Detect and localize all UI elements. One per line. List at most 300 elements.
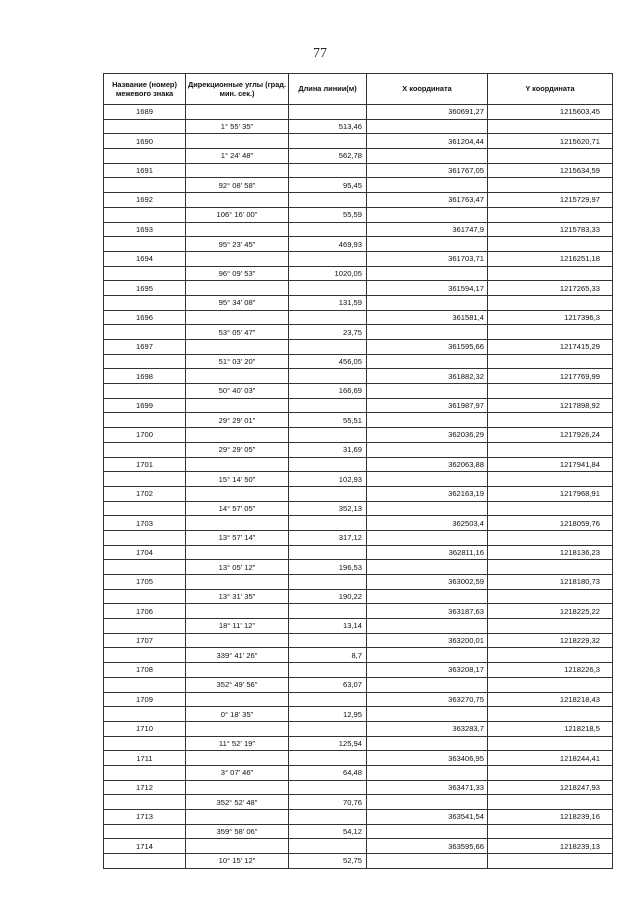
table-row-point xyxy=(104,663,613,678)
empty-cell xyxy=(488,854,613,869)
empty-cell xyxy=(186,105,289,120)
y-coordinate: 1218239,13 xyxy=(488,839,613,854)
point-name: 1702 xyxy=(104,486,186,501)
empty-cell xyxy=(367,501,488,516)
line-length: 469,93 xyxy=(289,237,367,252)
table-row-point xyxy=(104,633,613,648)
x-coordinate: 361581,4 xyxy=(367,310,488,325)
empty-cell xyxy=(367,119,488,134)
y-coordinate: 1217415,29 xyxy=(488,340,613,355)
table-row-segment xyxy=(104,384,613,399)
empty-cell xyxy=(488,648,613,663)
empty-cell xyxy=(289,340,367,355)
y-coordinate: 1218226,3 xyxy=(488,663,613,678)
header-angle: Дирекционные углы (град. мин. сек.) xyxy=(186,74,289,105)
empty-cell xyxy=(289,721,367,736)
table-row-segment xyxy=(104,707,613,722)
y-coordinate: 1218218,43 xyxy=(488,692,613,707)
table-row-point xyxy=(104,428,613,443)
x-coordinate: 363002,59 xyxy=(367,575,488,590)
line-length: 52,75 xyxy=(289,854,367,869)
empty-cell xyxy=(186,457,289,472)
y-coordinate: 1218059,76 xyxy=(488,516,613,531)
x-coordinate: 361882,32 xyxy=(367,369,488,384)
empty-cell xyxy=(104,707,186,722)
empty-cell xyxy=(488,824,613,839)
x-coordinate: 363283,7 xyxy=(367,721,488,736)
empty-cell xyxy=(488,765,613,780)
empty-cell xyxy=(289,281,367,296)
empty-cell xyxy=(289,310,367,325)
line-length: 125,94 xyxy=(289,736,367,751)
empty-cell xyxy=(367,648,488,663)
x-coordinate: 363208,17 xyxy=(367,663,488,678)
empty-cell xyxy=(104,619,186,634)
table-row-segment xyxy=(104,795,613,810)
direction-angle: 18° 11' 12" xyxy=(186,619,289,634)
x-coordinate: 362811,16 xyxy=(367,545,488,560)
line-length: 352,13 xyxy=(289,501,367,516)
point-name: 1690 xyxy=(104,134,186,149)
direction-angle: 13° 57' 14" xyxy=(186,530,289,545)
empty-cell xyxy=(367,266,488,281)
line-length: 562,78 xyxy=(289,149,367,164)
y-coordinate: 1215634,59 xyxy=(488,163,613,178)
empty-cell xyxy=(186,369,289,384)
point-name: 1700 xyxy=(104,428,186,443)
x-coordinate: 361595,66 xyxy=(367,340,488,355)
line-length: 166,69 xyxy=(289,384,367,399)
direction-angle: 92° 08' 58" xyxy=(186,178,289,193)
header-length: Длина линии(м) xyxy=(289,74,367,105)
table-row-point xyxy=(104,810,613,825)
direction-angle: 53° 05' 47" xyxy=(186,325,289,340)
point-name: 1706 xyxy=(104,604,186,619)
x-coordinate: 362036,29 xyxy=(367,428,488,443)
line-length: 317,12 xyxy=(289,530,367,545)
empty-cell xyxy=(186,428,289,443)
empty-cell xyxy=(186,251,289,266)
empty-cell xyxy=(289,105,367,120)
empty-cell xyxy=(367,384,488,399)
empty-cell xyxy=(186,633,289,648)
empty-cell xyxy=(367,237,488,252)
table-row-point xyxy=(104,604,613,619)
empty-cell xyxy=(104,325,186,340)
table-row-point xyxy=(104,545,613,560)
empty-cell xyxy=(289,193,367,208)
empty-cell xyxy=(367,854,488,869)
table-row-segment xyxy=(104,589,613,604)
table-row-point xyxy=(104,281,613,296)
empty-cell xyxy=(104,854,186,869)
table-row-segment xyxy=(104,560,613,575)
table-row-segment xyxy=(104,501,613,516)
x-coordinate: 363406,95 xyxy=(367,751,488,766)
point-name: 1704 xyxy=(104,545,186,560)
table-row-point xyxy=(104,575,613,590)
empty-cell xyxy=(104,178,186,193)
table-row-segment xyxy=(104,824,613,839)
point-name: 1714 xyxy=(104,839,186,854)
empty-cell xyxy=(289,575,367,590)
empty-cell xyxy=(104,560,186,575)
point-name: 1712 xyxy=(104,780,186,795)
header-name: Название (номер) межевого знака xyxy=(104,74,186,105)
empty-cell xyxy=(488,325,613,340)
table-row-segment xyxy=(104,237,613,252)
line-length: 513,46 xyxy=(289,119,367,134)
empty-cell xyxy=(367,765,488,780)
empty-cell xyxy=(104,589,186,604)
boundary-points-table xyxy=(103,73,613,869)
table-row-point xyxy=(104,486,613,501)
y-coordinate: 1215603,45 xyxy=(488,105,613,120)
empty-cell xyxy=(289,810,367,825)
empty-cell xyxy=(289,663,367,678)
point-name: 1707 xyxy=(104,633,186,648)
empty-cell xyxy=(186,575,289,590)
empty-cell xyxy=(488,619,613,634)
empty-cell xyxy=(104,648,186,663)
empty-cell xyxy=(488,501,613,516)
empty-cell xyxy=(186,222,289,237)
empty-cell xyxy=(367,207,488,222)
empty-cell xyxy=(488,295,613,310)
empty-cell xyxy=(104,266,186,281)
empty-cell xyxy=(104,736,186,751)
empty-cell xyxy=(104,413,186,428)
point-name: 1698 xyxy=(104,369,186,384)
empty-cell xyxy=(367,707,488,722)
x-coordinate: 361767,05 xyxy=(367,163,488,178)
x-coordinate: 363541,54 xyxy=(367,810,488,825)
empty-cell xyxy=(488,207,613,222)
empty-cell xyxy=(289,222,367,237)
table-row-segment xyxy=(104,325,613,340)
table-row-segment xyxy=(104,119,613,134)
direction-angle: 352° 52' 48" xyxy=(186,795,289,810)
line-length: 23,75 xyxy=(289,325,367,340)
point-name: 1695 xyxy=(104,281,186,296)
line-length: 55,51 xyxy=(289,413,367,428)
empty-cell xyxy=(488,384,613,399)
table-row-point xyxy=(104,369,613,384)
empty-cell xyxy=(104,354,186,369)
empty-cell xyxy=(367,472,488,487)
empty-cell xyxy=(104,207,186,222)
direction-angle: 50° 40' 03" xyxy=(186,384,289,399)
line-length: 70,76 xyxy=(289,795,367,810)
empty-cell xyxy=(488,795,613,810)
y-coordinate: 1215783,33 xyxy=(488,222,613,237)
line-length: 1020,05 xyxy=(289,266,367,281)
empty-cell xyxy=(488,178,613,193)
table-row-point xyxy=(104,751,613,766)
point-name: 1713 xyxy=(104,810,186,825)
table-row-point xyxy=(104,721,613,736)
y-coordinate: 1217941,84 xyxy=(488,457,613,472)
direction-angle: 51° 03' 20" xyxy=(186,354,289,369)
point-name: 1711 xyxy=(104,751,186,766)
direction-angle: 29° 29' 05" xyxy=(186,442,289,457)
x-coordinate: 360691,27 xyxy=(367,105,488,120)
empty-cell xyxy=(488,413,613,428)
point-name: 1710 xyxy=(104,721,186,736)
empty-cell xyxy=(289,516,367,531)
empty-cell xyxy=(488,530,613,545)
empty-cell xyxy=(367,530,488,545)
empty-cell xyxy=(186,663,289,678)
line-length: 13,14 xyxy=(289,619,367,634)
y-coordinate: 1218244,41 xyxy=(488,751,613,766)
empty-cell xyxy=(104,237,186,252)
empty-cell xyxy=(289,633,367,648)
table-row-segment xyxy=(104,178,613,193)
empty-cell xyxy=(104,442,186,457)
empty-cell xyxy=(186,839,289,854)
empty-cell xyxy=(104,824,186,839)
empty-cell xyxy=(488,119,613,134)
direction-angle: 13° 31' 35" xyxy=(186,589,289,604)
table-row-point xyxy=(104,163,613,178)
empty-cell xyxy=(289,369,367,384)
empty-cell xyxy=(367,677,488,692)
x-coordinate: 363200,01 xyxy=(367,633,488,648)
empty-cell xyxy=(104,795,186,810)
point-name: 1693 xyxy=(104,222,186,237)
x-coordinate: 363595,66 xyxy=(367,839,488,854)
empty-cell xyxy=(186,516,289,531)
empty-cell xyxy=(186,281,289,296)
direction-angle: 14° 57' 05" xyxy=(186,501,289,516)
empty-cell xyxy=(186,310,289,325)
direction-angle: 352° 49' 56" xyxy=(186,677,289,692)
empty-cell xyxy=(104,677,186,692)
empty-cell xyxy=(488,237,613,252)
y-coordinate: 1218229,32 xyxy=(488,633,613,648)
empty-cell xyxy=(488,677,613,692)
empty-cell xyxy=(186,780,289,795)
empty-cell xyxy=(488,589,613,604)
header-y: Y координата xyxy=(488,74,613,105)
table-row-segment xyxy=(104,295,613,310)
empty-cell xyxy=(367,795,488,810)
x-coordinate: 362163,19 xyxy=(367,486,488,501)
y-coordinate: 1218247,93 xyxy=(488,780,613,795)
line-length: 8,7 xyxy=(289,648,367,663)
y-coordinate: 1217769,99 xyxy=(488,369,613,384)
direction-angle: 1° 24' 48" xyxy=(186,149,289,164)
empty-cell xyxy=(104,501,186,516)
table-row-segment xyxy=(104,619,613,634)
empty-cell xyxy=(186,398,289,413)
line-length: 95,45 xyxy=(289,178,367,193)
point-name: 1701 xyxy=(104,457,186,472)
empty-cell xyxy=(488,442,613,457)
table-row-point xyxy=(104,105,613,120)
empty-cell xyxy=(367,736,488,751)
table-row-segment xyxy=(104,442,613,457)
line-length: 31,69 xyxy=(289,442,367,457)
x-coordinate: 361763,47 xyxy=(367,193,488,208)
empty-cell xyxy=(367,824,488,839)
page-number: 77 xyxy=(313,46,327,61)
table-row-segment xyxy=(104,854,613,869)
point-name: 1694 xyxy=(104,251,186,266)
y-coordinate: 1215729,97 xyxy=(488,193,613,208)
x-coordinate: 361204,44 xyxy=(367,134,488,149)
empty-cell xyxy=(289,486,367,501)
empty-cell xyxy=(367,589,488,604)
point-name: 1699 xyxy=(104,398,186,413)
empty-cell xyxy=(488,736,613,751)
empty-cell xyxy=(488,707,613,722)
empty-cell xyxy=(289,751,367,766)
table-row-point xyxy=(104,193,613,208)
empty-cell xyxy=(104,119,186,134)
empty-cell xyxy=(104,530,186,545)
direction-angle: 15° 14' 50" xyxy=(186,472,289,487)
direction-angle: 13° 05' 12" xyxy=(186,560,289,575)
point-name: 1696 xyxy=(104,310,186,325)
y-coordinate: 1217968,91 xyxy=(488,486,613,501)
point-name: 1708 xyxy=(104,663,186,678)
empty-cell xyxy=(104,295,186,310)
table-row-segment xyxy=(104,472,613,487)
table-row-point xyxy=(104,310,613,325)
y-coordinate: 1218218,5 xyxy=(488,721,613,736)
y-coordinate: 1218239,16 xyxy=(488,810,613,825)
y-coordinate: 1218225,22 xyxy=(488,604,613,619)
table-row-point xyxy=(104,251,613,266)
point-name: 1703 xyxy=(104,516,186,531)
empty-cell xyxy=(289,839,367,854)
empty-cell xyxy=(186,604,289,619)
x-coordinate: 363471,33 xyxy=(367,780,488,795)
empty-cell xyxy=(367,413,488,428)
line-length: 102,93 xyxy=(289,472,367,487)
point-name: 1692 xyxy=(104,193,186,208)
line-length: 12,95 xyxy=(289,707,367,722)
empty-cell xyxy=(104,472,186,487)
line-length: 63,07 xyxy=(289,677,367,692)
empty-cell xyxy=(289,780,367,795)
y-coordinate: 1218136,23 xyxy=(488,545,613,560)
direction-angle: 95° 23' 45" xyxy=(186,237,289,252)
table-row-point xyxy=(104,222,613,237)
table-row-segment xyxy=(104,736,613,751)
table-row-segment xyxy=(104,765,613,780)
empty-cell xyxy=(289,545,367,560)
empty-cell xyxy=(186,340,289,355)
empty-cell xyxy=(367,442,488,457)
empty-cell xyxy=(367,149,488,164)
y-coordinate: 1217265,33 xyxy=(488,281,613,296)
table-row-segment xyxy=(104,149,613,164)
direction-angle: 359° 58' 06" xyxy=(186,824,289,839)
table-row-point xyxy=(104,457,613,472)
empty-cell xyxy=(367,295,488,310)
table-body xyxy=(104,105,613,869)
empty-cell xyxy=(289,398,367,413)
x-coordinate: 362063,88 xyxy=(367,457,488,472)
point-name: 1689 xyxy=(104,105,186,120)
empty-cell xyxy=(186,810,289,825)
empty-cell xyxy=(186,692,289,707)
empty-cell xyxy=(186,163,289,178)
empty-cell xyxy=(367,178,488,193)
empty-cell xyxy=(186,751,289,766)
y-coordinate: 1217396,3 xyxy=(488,310,613,325)
empty-cell xyxy=(104,765,186,780)
empty-cell xyxy=(104,149,186,164)
direction-angle: 106° 16' 00" xyxy=(186,207,289,222)
table-row-point xyxy=(104,692,613,707)
empty-cell xyxy=(186,134,289,149)
empty-cell xyxy=(289,163,367,178)
y-coordinate: 1217898,92 xyxy=(488,398,613,413)
table-row-point xyxy=(104,780,613,795)
empty-cell xyxy=(367,354,488,369)
empty-cell xyxy=(289,457,367,472)
x-coordinate: 361703,71 xyxy=(367,251,488,266)
empty-cell xyxy=(186,721,289,736)
point-name: 1697 xyxy=(104,340,186,355)
empty-cell xyxy=(289,251,367,266)
table-row-segment xyxy=(104,354,613,369)
line-length: 190,22 xyxy=(289,589,367,604)
table-header-row xyxy=(104,74,613,105)
direction-angle: 29° 29' 01" xyxy=(186,413,289,428)
empty-cell xyxy=(186,486,289,501)
table-row-point xyxy=(104,340,613,355)
line-length: 54,12 xyxy=(289,824,367,839)
table-row-segment xyxy=(104,648,613,663)
header-x: X координата xyxy=(367,74,488,105)
table-row-segment xyxy=(104,207,613,222)
empty-cell xyxy=(289,428,367,443)
table-row-point xyxy=(104,134,613,149)
empty-cell xyxy=(289,604,367,619)
point-name: 1709 xyxy=(104,692,186,707)
direction-angle: 96° 09' 53" xyxy=(186,266,289,281)
table-row-segment xyxy=(104,530,613,545)
point-name: 1691 xyxy=(104,163,186,178)
empty-cell xyxy=(488,149,613,164)
empty-cell xyxy=(488,560,613,575)
empty-cell xyxy=(186,545,289,560)
x-coordinate: 363270,75 xyxy=(367,692,488,707)
empty-cell xyxy=(104,384,186,399)
direction-angle: 339° 41' 26" xyxy=(186,648,289,663)
line-length: 456,05 xyxy=(289,354,367,369)
x-coordinate: 361594,17 xyxy=(367,281,488,296)
table-row-point xyxy=(104,398,613,413)
empty-cell xyxy=(289,692,367,707)
empty-cell xyxy=(488,266,613,281)
x-coordinate: 363187,63 xyxy=(367,604,488,619)
y-coordinate: 1218180,73 xyxy=(488,575,613,590)
line-length: 131,59 xyxy=(289,295,367,310)
y-coordinate: 1216251,18 xyxy=(488,251,613,266)
line-length: 196,53 xyxy=(289,560,367,575)
y-coordinate: 1217926,24 xyxy=(488,428,613,443)
table-row-segment xyxy=(104,413,613,428)
line-length: 64,48 xyxy=(289,765,367,780)
empty-cell xyxy=(367,619,488,634)
table-row-point xyxy=(104,839,613,854)
